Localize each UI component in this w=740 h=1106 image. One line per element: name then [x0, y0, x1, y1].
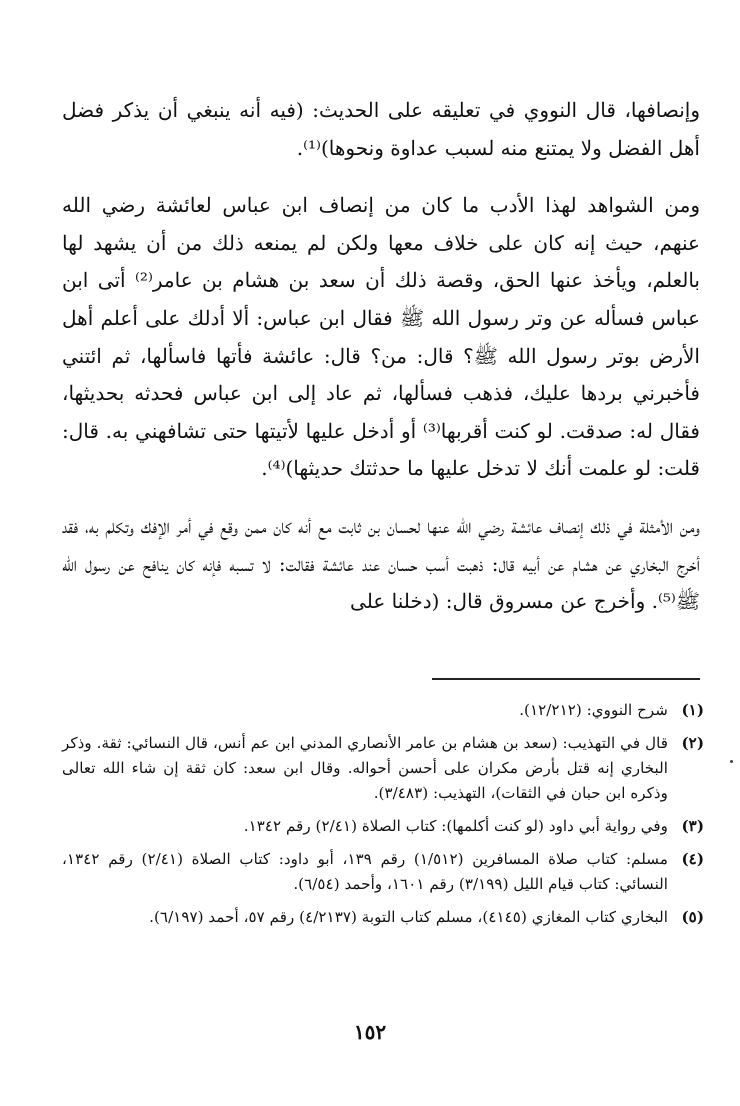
footnote — [62, 847, 704, 897]
footnote-text: مسلم: كتاب صلاة المسافرين (١/٥١٢) رقم ١٣٩، أبو داود: كتاب الصلاة (٢/٤١) رقم ١٣٤٢، النسائي: كتاب قيام الليل (٣/١٩٩) رقم ١٦٠١، وأحمد (٦/٥٤). — [62, 850, 668, 893]
footnote-text: البخاري كتاب المغازي (٤١٤٥)، مسلم كتاب التوبة (٤/٢١٣٧) رقم ٥٧، أحمد (٦/١٩٧). — [149, 908, 668, 926]
footnote-text: قال في التهذيب: (سعد بن هشام بن عامر الأنصاري المدني ابن عم أنس، قال النسائي: ثقة. وذكر البخاري إنه قتل بأرض مكران على أحسن أحواله. وقال ابن سعد: كان ثقة إن شاء الله تعالى وذكره ابن حبان في الثقات)، التهذيب: (٣/٤٨٣). — [62, 734, 668, 802]
footnote-number: (٥) — [681, 908, 704, 926]
footnote — [62, 905, 704, 930]
scan-speck — [730, 760, 733, 763]
footnote-number: (٣) — [681, 817, 704, 835]
paragraph-3: ومن الأمثلة في ذلك إنصاف عائشة رضي الله عنها لحسان بن ثابت مع أنه كان ممن وقع في أمر الإفك وتكلم به، فقد أخرج البخاري عن هشام عن أبيه قال: ذهبت أسب حسان عند عائشة فقالت: لا تسبه فإنه كان ينافح عن رسول الله ﷺ⁽⁵⁾. وأخرج عن مسروق قال: (دخلنا على — [62, 513, 701, 614]
page-number: ١٥٢ — [353, 1020, 387, 1044]
footnote — [62, 698, 704, 723]
paragraph-1: وإنصافها، قال النووي في تعليقه على الحديث: (فيه أنه ينبغي أن يذكر فضل أهل الفضل ولا يمتنع منه لسبب عداوة ونحوها)⁽¹⁾. — [62, 98, 700, 160]
main-text — [62, 92, 700, 641]
footnote — [62, 731, 704, 806]
footnote-number: (٢) — [681, 734, 704, 752]
footnote-text: وفي رواية أبي داود (لو كنت أكلمها): كتاب الصلاة (٢/٤١) رقم ١٣٤٢. — [243, 817, 668, 835]
footnote-number: (٤) — [681, 850, 704, 868]
footnotes — [62, 698, 704, 938]
footnote — [62, 814, 704, 839]
paragraph-2: ومن الشواهد لهذا الأدب ما كان من إنصاف ابن عباس لعائشة رضي الله عنهم، حيث إنه كان على خلاف معها ولكن لم يمنعه ذلك من أن يشهد لها بالعلم، ويأخذ عنها الحق، وقصة ذلك أن سعد بن هشام بن عامر⁽²⁾ أتى ابن عباس فسأله عن وتر رسول الله ﷺ فقال ابن عباس: ألا أدلك على أعلم أهل الأرض بوتر رسول الله ﷺ؟ قال: من؟ قال: عائشة فأتها فاسألها، ثم ائتني فأخبرني بردها عليك، فذهب فسألها، ثم عاد إلى ابن عباس فحدثه بحديثها، فقال له: صدقت. لو كنت أقربها⁽³⁾ أو أدخل عليها لأتيتها حتى تشافهني به. قال: قلت: لو علمت أنك لا تدخل عليها ما حدثتك حديثها)⁽⁴⁾. — [62, 193, 700, 481]
footnote-text: شرح النووي: (١٢/٢١٢). — [519, 701, 668, 719]
footnote-separator — [432, 678, 700, 680]
footnote-number: (١) — [681, 701, 704, 719]
